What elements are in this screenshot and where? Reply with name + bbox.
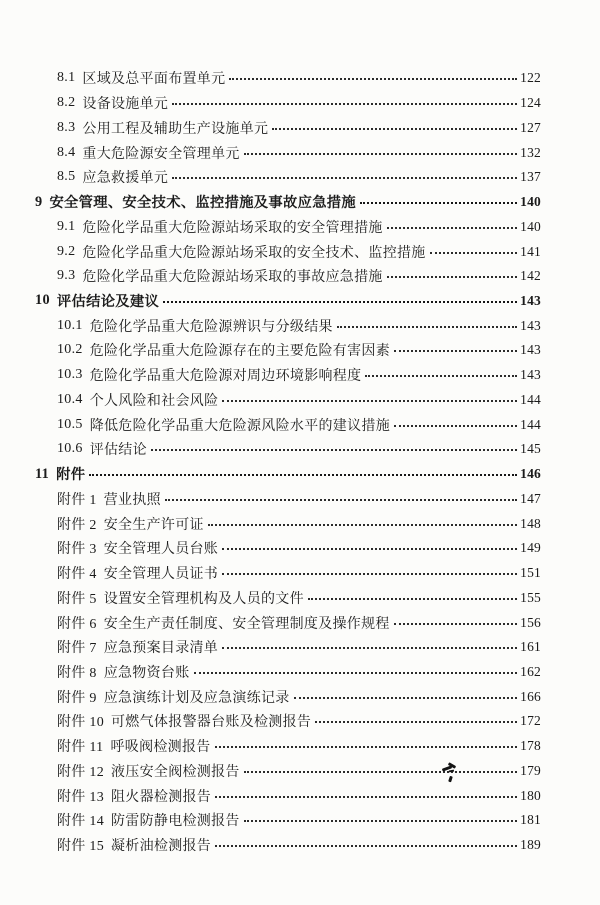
dotted-leader [222, 647, 517, 649]
dotted-leader [244, 771, 517, 773]
toc-item-page: 178 [520, 738, 541, 754]
toc-item-title: 应急预案目录清单 [103, 641, 219, 657]
dotted-leader [229, 78, 517, 80]
toc-item-page: 132 [520, 144, 541, 160]
toc-item-page: 143 [520, 317, 541, 333]
toc-row[interactable] [0, 338, 600, 363]
toc-row[interactable] [0, 808, 600, 833]
toc-item-title: 区域及总平面布置单元 [82, 72, 226, 88]
toc-item-title: 危险化学品重大危险源辨识与分级结果 [89, 319, 333, 335]
toc-row[interactable] [0, 165, 600, 190]
dotted-leader [394, 425, 517, 427]
toc-item-page: 143 [520, 367, 541, 383]
toc-row[interactable] [0, 91, 600, 116]
toc-item-number: 8.5 [57, 169, 76, 185]
toc-list [0, 66, 600, 858]
toc-item-title: 评估结论及建议 [56, 293, 160, 310]
toc-item-page: 144 [520, 391, 541, 407]
dotted-leader [272, 128, 517, 130]
toc-row[interactable] [0, 585, 600, 610]
toc-item-page: 122 [520, 70, 541, 86]
toc-item-title: 营业执照 [103, 492, 161, 508]
toc-row[interactable] [0, 115, 600, 140]
toc-item-number: 8.4 [57, 144, 76, 160]
dotted-leader [365, 375, 517, 377]
dotted-leader [430, 252, 518, 254]
toc-item-number: 11 [35, 465, 50, 482]
toc-item-title: 重大危险源安全管理单元 [82, 146, 240, 162]
toc-item-number: 9 [35, 193, 43, 210]
toc-row[interactable] [0, 140, 600, 165]
dotted-leader [172, 103, 517, 105]
toc-item-number: 附件 7 [57, 641, 97, 657]
toc-row[interactable] [0, 66, 600, 91]
dotted-leader [215, 796, 517, 798]
dotted-leader [394, 350, 517, 352]
toc-item-page: 179 [520, 762, 541, 778]
toc-row[interactable] [0, 610, 600, 635]
dotted-leader [222, 400, 517, 402]
dotted-leader [294, 697, 518, 699]
dotted-leader [337, 326, 517, 328]
toc-item-title: 安全生产许可证 [103, 517, 204, 533]
toc-row[interactable] [0, 412, 600, 437]
toc-item-page: 180 [520, 787, 541, 803]
dotted-leader [89, 474, 517, 476]
toc-item-title: 危险化学品重大危险源对周边环境影响程度 [89, 369, 362, 385]
toc-item-number: 附件 6 [57, 616, 97, 632]
toc-item-page: 146 [520, 466, 541, 482]
toc-item-title: 降低危险化学品重大危险源风险水平的建议措施 [89, 418, 391, 434]
dotted-leader [215, 746, 518, 748]
toc-item-page: 144 [520, 416, 541, 432]
toc-item-title: 安全管理人员台账 [103, 542, 219, 558]
toc-row[interactable] [0, 313, 600, 338]
toc-item-page: 172 [520, 713, 541, 729]
toc-item-page: 149 [520, 540, 541, 556]
toc-item-page: 155 [520, 589, 541, 605]
dotted-leader [315, 721, 517, 723]
toc-item-number: 10 [35, 292, 50, 309]
toc-item-title: 评估结论 [89, 443, 147, 459]
toc-item-number: 8.3 [57, 119, 76, 135]
toc-item-page: 140 [520, 194, 541, 210]
toc-item-number: 附件 4 [57, 567, 97, 583]
toc-item-number: 附件 10 [57, 715, 104, 731]
toc-item-number: 附件 11 [57, 740, 104, 756]
toc-row[interactable] [0, 264, 600, 289]
toc-row[interactable] [0, 734, 600, 759]
toc-row[interactable] [0, 759, 600, 784]
toc-row[interactable] [0, 684, 600, 709]
dotted-leader [244, 820, 517, 822]
toc-row[interactable] [0, 833, 600, 858]
toc-item-title: 防雷防静电检测报告 [111, 814, 240, 830]
toc-item-title: 凝析油检测报告 [111, 839, 212, 855]
dotted-leader [222, 548, 517, 550]
toc-item-title: 公用工程及辅助生产设施单元 [82, 121, 269, 137]
toc-item-title: 可燃气体报警器台账及检测报告 [111, 715, 312, 731]
toc-item-number: 附件 12 [57, 764, 104, 780]
toc-item-title: 阻火器检测报告 [111, 789, 212, 805]
dotted-leader [360, 202, 517, 204]
toc-item-page: 181 [520, 812, 541, 828]
toc-item-page: 143 [520, 342, 541, 358]
toc-item-number: 10.4 [57, 391, 83, 407]
toc-item-title: 危险化学品重大危险源存在的主要危险有害因素 [89, 344, 391, 360]
toc-item-page: 147 [520, 490, 541, 506]
toc-row[interactable] [0, 486, 600, 511]
toc-item-page: 151 [520, 565, 541, 581]
toc-item-number: 9.2 [57, 243, 76, 259]
toc-row[interactable] [0, 437, 600, 462]
toc-row[interactable] [0, 536, 600, 561]
toc-item-title: 设备设施单元 [82, 97, 169, 113]
scan-artifact [442, 763, 458, 783]
toc-item-page: 141 [520, 243, 541, 259]
toc-item-title: 危险化学品重大危险源站场采取的安全管理措施 [82, 220, 383, 236]
toc-row[interactable] [0, 289, 600, 314]
dotted-leader [163, 301, 517, 303]
dotted-leader [194, 672, 518, 674]
toc-row[interactable] [0, 190, 600, 215]
toc-item-number: 8.1 [57, 70, 76, 86]
toc-item-number: 9.3 [57, 268, 76, 284]
toc-item-page: 137 [520, 169, 541, 185]
toc-item-title: 液压安全阀检测报告 [111, 764, 240, 780]
dotted-leader [394, 623, 517, 625]
toc-item-page: 143 [520, 292, 541, 308]
toc-item-page: 124 [520, 95, 541, 111]
toc-item-number: 10.2 [57, 342, 83, 358]
toc-row[interactable] [0, 660, 600, 685]
dotted-leader [387, 227, 517, 229]
dotted-leader [308, 598, 517, 600]
toc-row[interactable] [0, 561, 600, 586]
toc-item-title: 应急物资台账 [103, 665, 190, 681]
toc-item-number: 10.3 [57, 367, 83, 383]
toc-item-number: 附件 8 [57, 665, 97, 681]
toc-item-title: 安全管理、安全技术、监控措施及事故应急措施 [49, 195, 356, 212]
toc-item-number: 8.2 [57, 95, 76, 111]
toc-item-number: 附件 1 [57, 492, 97, 508]
toc-item-page: 156 [520, 614, 541, 630]
toc-item-title: 附件 [56, 467, 86, 484]
toc-item-page: 127 [520, 119, 541, 135]
toc-item-title: 呼吸阀检测报告 [110, 740, 211, 756]
toc-item-number: 附件 5 [57, 591, 97, 607]
toc-item-page: 140 [520, 218, 541, 234]
dotted-leader [387, 276, 517, 278]
toc-item-number: 9.1 [57, 218, 76, 234]
toc-item-title: 个人风险和社会风险 [89, 393, 219, 409]
dotted-leader [215, 845, 517, 847]
dotted-leader [165, 499, 517, 501]
toc-item-title: 危险化学品重大危险源站场采取的事故应急措施 [82, 270, 383, 286]
toc-row[interactable] [0, 635, 600, 660]
dotted-leader [222, 573, 517, 575]
toc-row[interactable] [0, 462, 600, 487]
toc-item-page: 161 [520, 639, 541, 655]
toc-item-number: 10.5 [57, 416, 83, 432]
toc-item-page: 162 [520, 663, 541, 679]
toc-item-page: 166 [520, 688, 541, 704]
toc-item-number: 附件 3 [57, 542, 97, 558]
toc-item-title: 安全管理人员证书 [103, 567, 219, 583]
toc-item-number: 10.1 [57, 317, 83, 333]
toc-row[interactable] [0, 511, 600, 536]
dotted-leader [172, 177, 517, 179]
toc-item-number: 附件 14 [57, 814, 104, 830]
toc-item-title: 应急演练计划及应急演练记录 [103, 690, 290, 706]
toc-item-title: 危险化学品重大危险源站场采取的安全技术、监控措施 [82, 245, 426, 261]
toc-item-number: 10.6 [57, 441, 83, 457]
toc-item-title: 安全生产责任制度、安全管理制度及操作规程 [103, 616, 390, 632]
toc-item-title: 设置安全管理机构及人员的文件 [103, 591, 304, 607]
toc-row[interactable] [0, 709, 600, 734]
toc-item-number: 附件 15 [57, 839, 104, 855]
dotted-leader [208, 524, 517, 526]
toc-item-number: 附件 9 [57, 690, 97, 706]
toc-item-page: 142 [520, 268, 541, 284]
toc-row[interactable] [0, 783, 600, 808]
toc-item-title: 应急救援单元 [82, 171, 169, 187]
toc-item-page: 145 [520, 441, 541, 457]
toc-row[interactable] [0, 239, 600, 264]
toc-item-number: 附件 2 [57, 517, 97, 533]
toc-row[interactable] [0, 388, 600, 413]
toc-item-page: 189 [520, 837, 541, 853]
toc-item-number: 附件 13 [57, 789, 104, 805]
toc-row[interactable] [0, 363, 600, 388]
toc-row[interactable] [0, 214, 600, 239]
dotted-leader [151, 449, 517, 451]
dotted-leader [244, 153, 517, 155]
toc-item-page: 148 [520, 515, 541, 531]
